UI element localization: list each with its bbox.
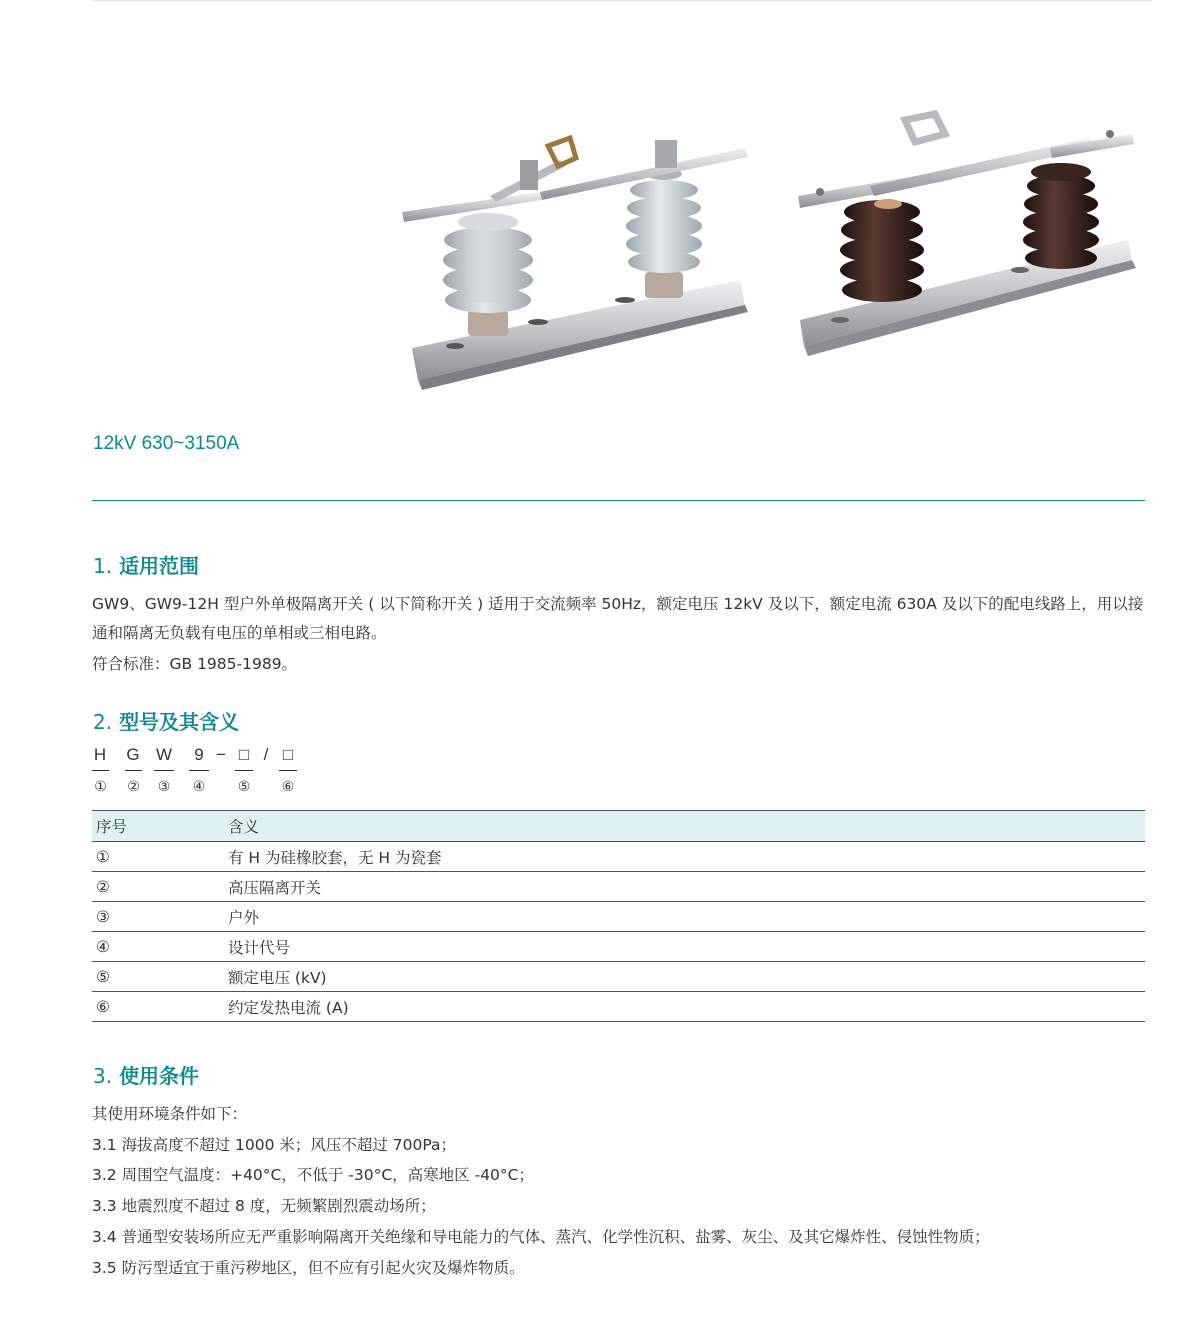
section1-number: 1. [93,554,113,578]
section3-title: 使用条件 [119,1064,200,1088]
section3-number: 3. [93,1064,113,1088]
code-number: ① [94,779,107,795]
code-number: ⑥ [281,779,295,795]
code-number: ② [127,779,140,795]
code-char: − [216,745,226,764]
table-cell: ④ [92,932,224,962]
table-row [92,962,1145,992]
condition-line: 3.2 周围空气温度：+40°C，不低于 -30°C，高寒地区 -40°C； [92,1166,534,1184]
code-char: H [93,745,107,764]
table-header-cell: 含义 [224,811,1145,842]
table-cell: 高压隔离开关 [224,872,1145,902]
section2-number: 2. [93,710,113,734]
code-char: W [155,745,173,764]
table-cell: ③ [92,902,224,932]
section1-heading [93,550,199,579]
code-underline [125,770,142,771]
table-header-row [92,811,1145,842]
code-underline [279,770,297,771]
switch-porcelain-photo [798,114,1136,356]
section1-standard: 符合标准：GB 1985-1989。 [92,655,298,673]
model-code-diagram [92,745,392,805]
condition-line: 3.3 地震烈度不超过 8 度，无频繁剧烈震动场所； [92,1197,436,1215]
top-rule [92,0,1152,1]
condition-line: 其使用环境条件如下： [92,1105,248,1123]
switch-silicone-photo [402,138,748,390]
code-char: 9 [194,745,204,764]
table-cell: 设计代号 [224,932,1145,962]
table-row [92,872,1145,902]
code-char: G [126,745,140,764]
table-cell: ② [92,872,224,902]
table-cell: 约定发热电流 (A) [224,992,1145,1022]
code-underline [189,770,209,771]
code-underline [92,770,109,771]
section1-title: 适用范围 [119,554,200,578]
code-underline [154,770,174,771]
model-meaning-table [92,810,1145,1022]
code-underline [235,770,253,771]
table-cell: 有 H 为硅橡胶套，无 H 为瓷套 [224,842,1145,872]
code-char: / [263,745,269,764]
section3-heading [93,1060,199,1089]
table-cell: ⑤ [92,962,224,992]
code-char: □ [282,745,294,764]
code-number: ④ [192,779,206,795]
condition-line: 3.4 普通型安装场所应无严重影响隔离开关绝缘和导电能力的气体、蒸汽、化学性沉积、盐雾、灰尘、及其它爆炸性、侵蚀性物质； [92,1228,990,1246]
condition-line: 3.1 海拔高度不超过 1000 米；风压不超过 700Pa； [92,1136,457,1154]
section1-body: GW9、GW9-12H 型户外单极隔离开关 ( 以下简称开关 ) 适用于交流频率 50Hz，额定电压 12kV 及以下，额定电流 630A 及以下的配电线路上，用以接通和隔离无负载有电压的单相或三相电路。 [92,595,1144,642]
table-row [92,842,1145,872]
section2-title: 型号及其含义 [119,710,240,734]
rating-line: 12kV 630~3150A [93,433,240,454]
product-photos [390,100,1150,410]
section2-heading [93,706,239,735]
section-divider [92,500,1145,501]
table-row [92,902,1145,932]
table-cell: ① [92,842,224,872]
code-number: ③ [157,779,171,795]
code-char: □ [238,745,250,764]
table-row [92,992,1145,1022]
condition-line: 3.5 防污型适宜于重污秽地区，但不应有引起火灾及爆炸物质。 [92,1259,525,1277]
table-row [92,932,1145,962]
table-cell: ⑥ [92,992,224,1022]
table-header-cell: 序号 [92,811,224,842]
code-number: ⑤ [237,779,251,795]
table-cell: 户外 [224,902,1145,932]
table-cell: 额定电压 (kV) [224,962,1145,992]
